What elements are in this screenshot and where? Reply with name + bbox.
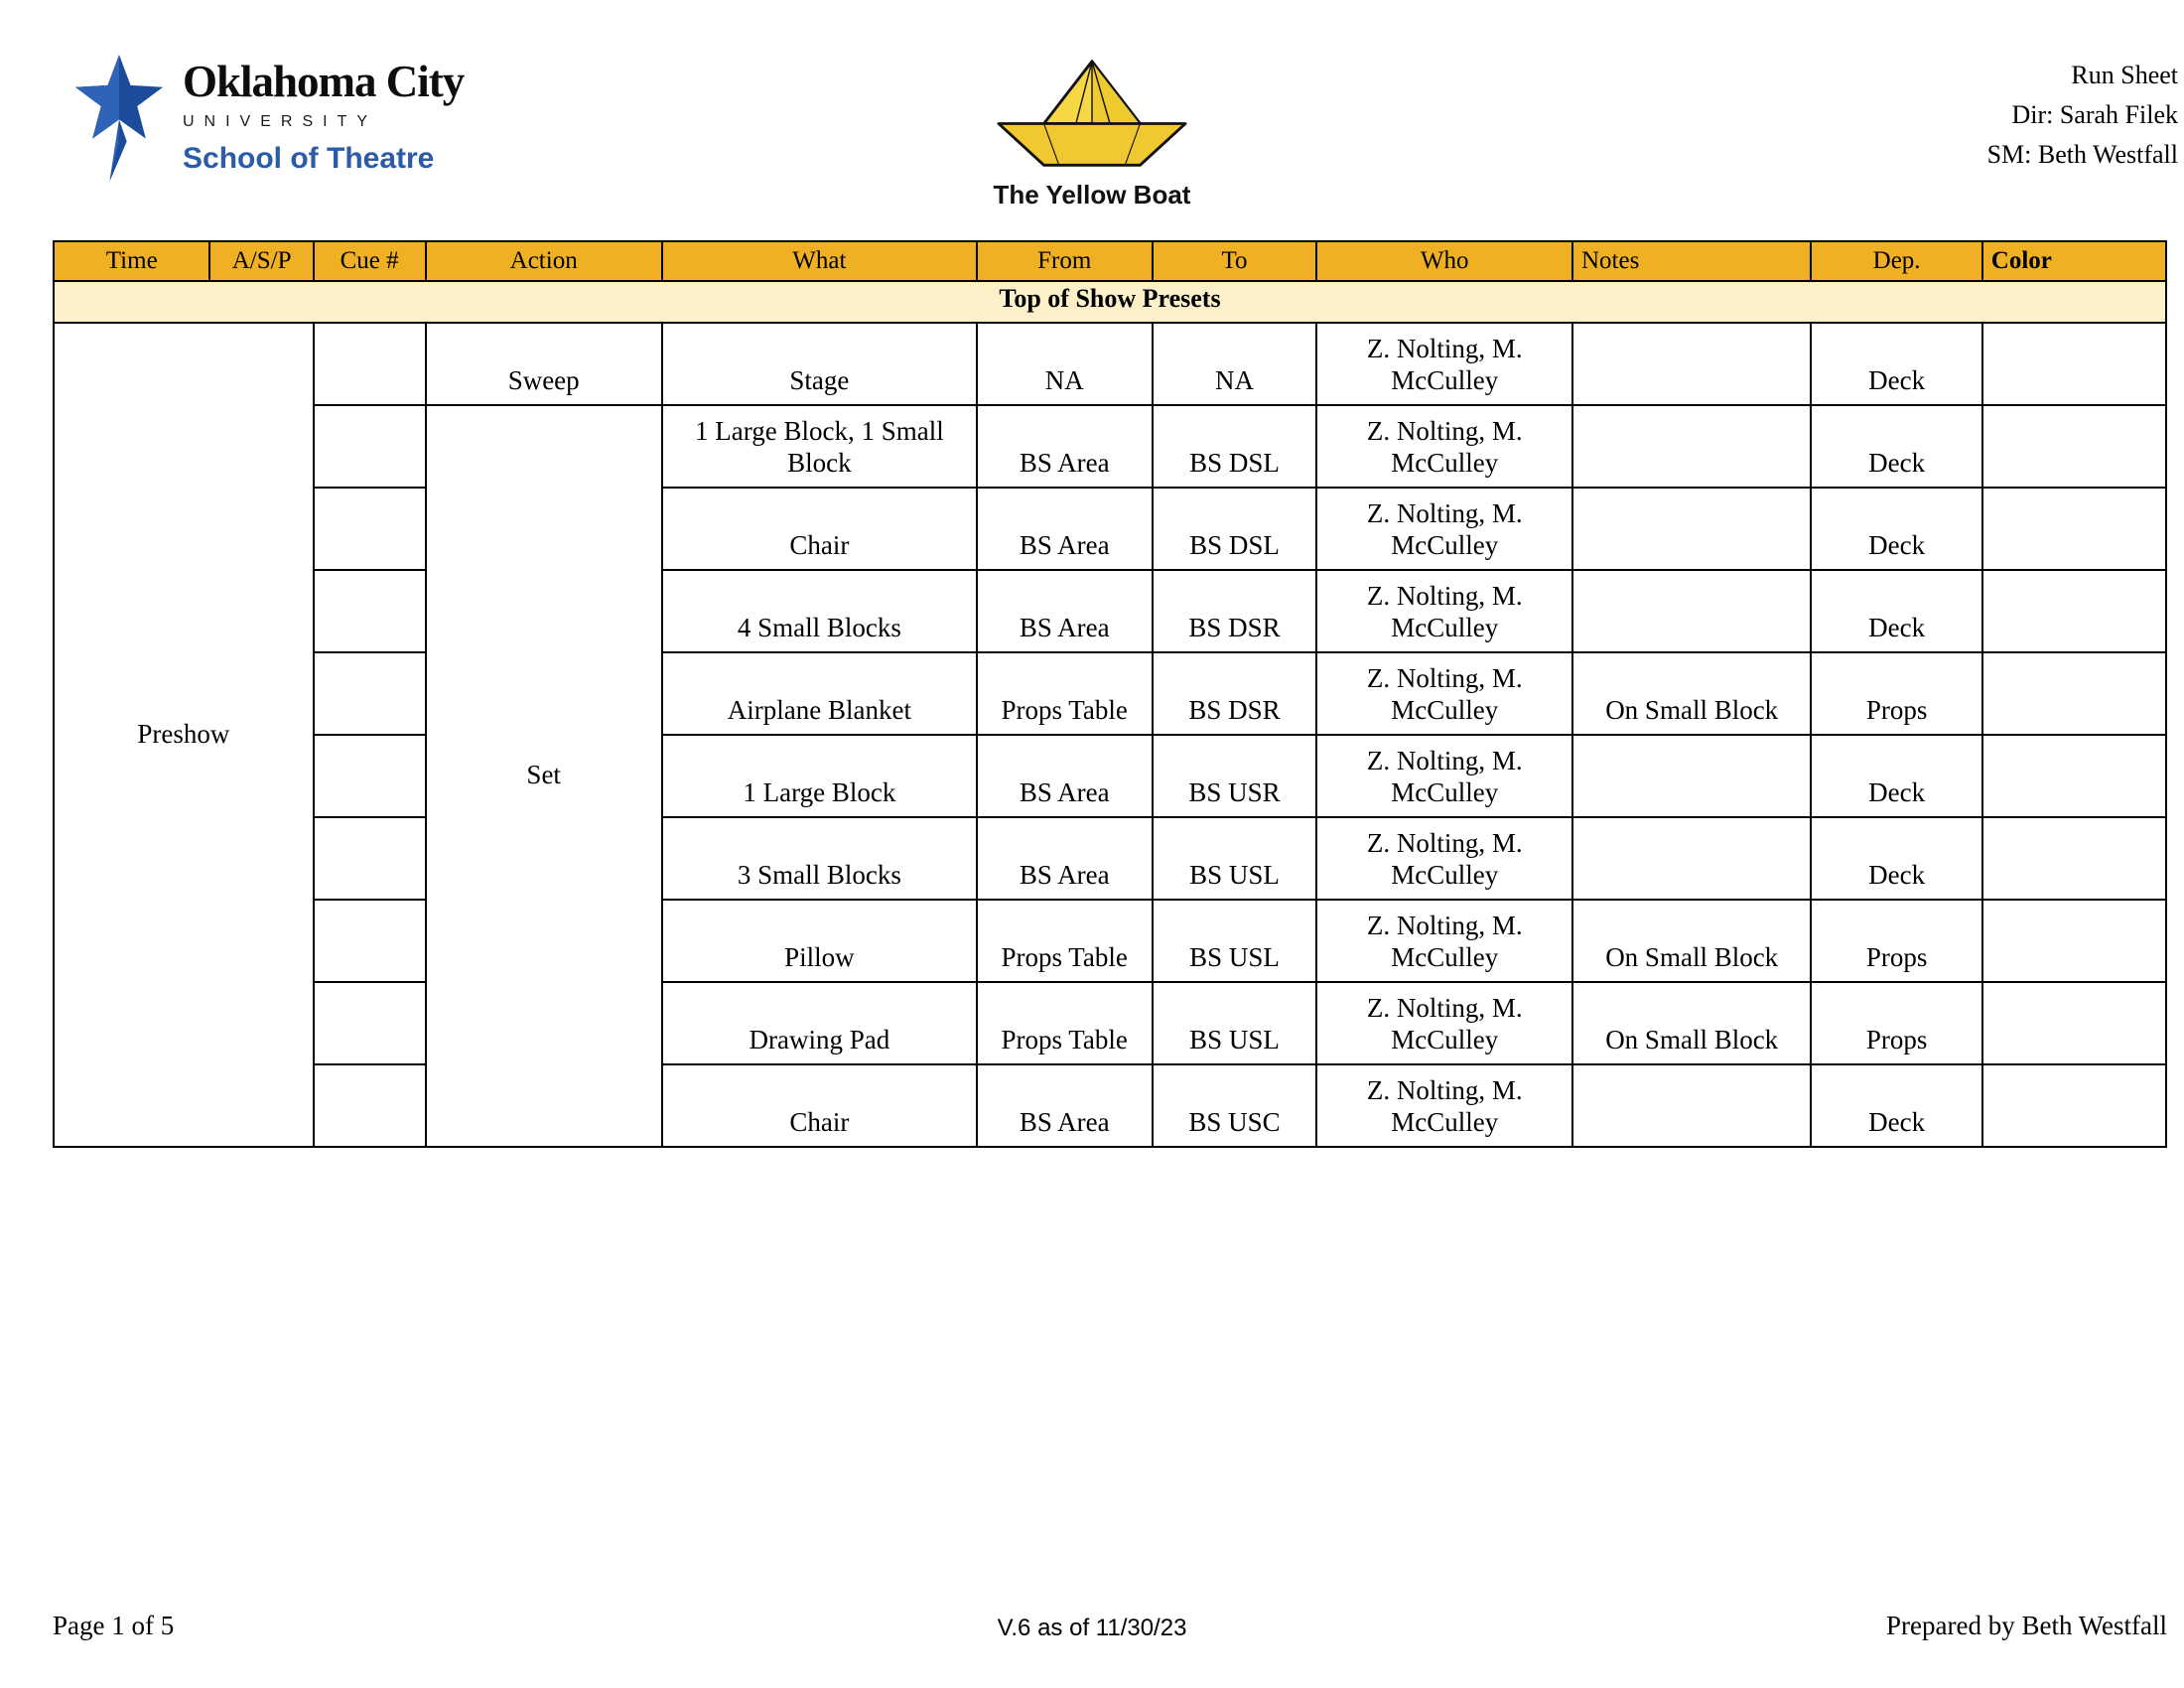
table-row	[54, 817, 2166, 900]
cell-to: BS DSR	[1153, 652, 1317, 735]
cell-cue	[314, 652, 426, 735]
cell-from: Props Table	[977, 900, 1153, 982]
doc-title: Run Sheet	[2071, 61, 2178, 89]
cell-dep: Deck	[1811, 488, 1981, 570]
cell-cue	[314, 817, 426, 900]
cell-from: NA	[977, 323, 1153, 405]
cell-to: BS USR	[1153, 735, 1317, 817]
cell-to: BS DSR	[1153, 570, 1317, 652]
cell-to: BS USL	[1153, 982, 1317, 1064]
cell-what: 1 Large Block	[662, 735, 977, 817]
header-row	[54, 241, 2166, 281]
table-row	[54, 735, 2166, 817]
table-row	[54, 570, 2166, 652]
col-header-dep: Dep.	[1811, 241, 1981, 281]
cell-color	[1982, 735, 2166, 817]
cell-notes: On Small Block	[1572, 982, 1811, 1064]
cell-who: Z. Nolting, M. McCulley	[1316, 735, 1571, 817]
director-line: Dir: Sarah Filek	[2011, 100, 2178, 129]
table-row	[54, 405, 2166, 488]
cell-color	[1982, 900, 2166, 982]
cell-who: Z. Nolting, M. McCulley	[1316, 570, 1571, 652]
cell-dep: Deck	[1811, 1064, 1981, 1147]
col-header-notes: Notes	[1572, 241, 1811, 281]
cell-cue	[314, 1064, 426, 1147]
cell-notes	[1572, 323, 1811, 405]
cell-who: Z. Nolting, M. McCulley	[1316, 405, 1571, 488]
table-row	[54, 982, 2166, 1064]
cell-dep: Props	[1811, 982, 1981, 1064]
cell-from: BS Area	[977, 405, 1153, 488]
cell-notes	[1572, 817, 1811, 900]
col-header-to: To	[1153, 241, 1317, 281]
cell-dep: Props	[1811, 652, 1981, 735]
cell-from: BS Area	[977, 488, 1153, 570]
section-title: Top of Show Presets	[54, 281, 2166, 323]
cell-time-preshow: Preshow	[54, 323, 314, 1147]
cell-to: BS DSL	[1153, 488, 1317, 570]
cell-what: Chair	[662, 488, 977, 570]
cell-dep: Deck	[1811, 323, 1981, 405]
show-logo	[864, 58, 1320, 211]
stage-manager-line: SM: Beth Westfall	[1986, 140, 2178, 169]
cell-notes: On Small Block	[1572, 900, 1811, 982]
cell-action-sweep: Sweep	[426, 323, 662, 405]
cell-cue	[314, 488, 426, 570]
logo-university: UNIVERSITY	[183, 113, 378, 130]
cell-who: Z. Nolting, M. McCulley	[1316, 1064, 1571, 1147]
cell-color	[1982, 488, 2166, 570]
cell-what: Stage	[662, 323, 977, 405]
cell-cue	[314, 735, 426, 817]
cell-from: Props Table	[977, 652, 1153, 735]
cell-who: Z. Nolting, M. McCulley	[1316, 982, 1571, 1064]
cell-who: Z. Nolting, M. McCulley	[1316, 323, 1571, 405]
run-sheet-table	[53, 240, 2167, 1148]
cell-what: Drawing Pad	[662, 982, 977, 1064]
cell-who: Z. Nolting, M. McCulley	[1316, 900, 1571, 982]
col-header-cue: Cue #	[314, 241, 426, 281]
cell-from: BS Area	[977, 1064, 1153, 1147]
cell-what: 4 Small Blocks	[662, 570, 977, 652]
cell-color	[1982, 570, 2166, 652]
cell-cue	[314, 900, 426, 982]
cell-from: Props Table	[977, 982, 1153, 1064]
cell-to: NA	[1153, 323, 1317, 405]
cell-cue	[314, 405, 426, 488]
cell-dep: Deck	[1811, 735, 1981, 817]
cell-color	[1982, 817, 2166, 900]
cell-notes	[1572, 735, 1811, 817]
cell-to: BS USL	[1153, 900, 1317, 982]
ocu-logo-text	[183, 52, 464, 183]
cell-what: Pillow	[662, 900, 977, 982]
table-row	[54, 652, 2166, 735]
cell-from: BS Area	[977, 817, 1153, 900]
cell-what: Airplane Blanket	[662, 652, 977, 735]
col-header-who: Who	[1316, 241, 1571, 281]
cell-action-set: Set	[426, 405, 662, 1147]
cell-notes: On Small Block	[1572, 652, 1811, 735]
cell-color	[1982, 652, 2166, 735]
cell-what: 1 Large Block, 1 Small Block	[662, 405, 977, 488]
paper-boat-icon	[987, 58, 1197, 171]
col-header-action: Action	[426, 241, 662, 281]
section-row	[54, 281, 2166, 323]
cell-cue	[314, 570, 426, 652]
prepared-by: Prepared by Beth Westfall	[1886, 1611, 2167, 1640]
cell-cue	[314, 323, 426, 405]
cell-to: BS USC	[1153, 1064, 1317, 1147]
cell-dep: Deck	[1811, 405, 1981, 488]
logo-school-of-theatre: School of Theatre	[183, 142, 435, 175]
cell-dep: Deck	[1811, 570, 1981, 652]
cell-to: BS USL	[1153, 817, 1317, 900]
show-title: The Yellow Boat	[993, 180, 1191, 210]
cell-notes	[1572, 405, 1811, 488]
col-header-what: What	[662, 241, 977, 281]
col-header-time: Time	[54, 241, 209, 281]
col-header-from: From	[977, 241, 1153, 281]
cell-from: BS Area	[977, 735, 1153, 817]
cell-from: BS Area	[977, 570, 1153, 652]
cell-notes	[1572, 488, 1811, 570]
cell-what: 3 Small Blocks	[662, 817, 977, 900]
cell-to: BS DSL	[1153, 405, 1317, 488]
col-header-asp: A/S/P	[209, 241, 313, 281]
cell-color	[1982, 405, 2166, 488]
table-row	[54, 900, 2166, 982]
logo-oklahoma-city: Oklahoma City	[183, 57, 465, 106]
cell-dep: Deck	[1811, 817, 1981, 900]
document-meta	[1987, 56, 2178, 175]
cell-cue	[314, 982, 426, 1064]
table-row	[54, 1064, 2166, 1147]
table-row	[54, 488, 2166, 570]
cell-notes	[1572, 1064, 1811, 1147]
cell-who: Z. Nolting, M. McCulley	[1316, 488, 1571, 570]
page-number: Page 1 of 5	[53, 1611, 175, 1640]
cell-color	[1982, 323, 2166, 405]
table-row	[54, 323, 2166, 405]
cell-notes	[1572, 570, 1811, 652]
cell-color	[1982, 982, 2166, 1064]
cell-what: Chair	[662, 1064, 977, 1147]
ocu-star-icon	[71, 52, 167, 183]
col-header-color: Color	[1982, 241, 2166, 281]
cell-who: Z. Nolting, M. McCulley	[1316, 817, 1571, 900]
cell-color	[1982, 1064, 2166, 1147]
cell-who: Z. Nolting, M. McCulley	[1316, 652, 1571, 735]
cell-dep: Props	[1811, 900, 1981, 982]
ocu-logo	[71, 52, 464, 183]
version-label: V.6 as of 11/30/23	[997, 1615, 1187, 1641]
